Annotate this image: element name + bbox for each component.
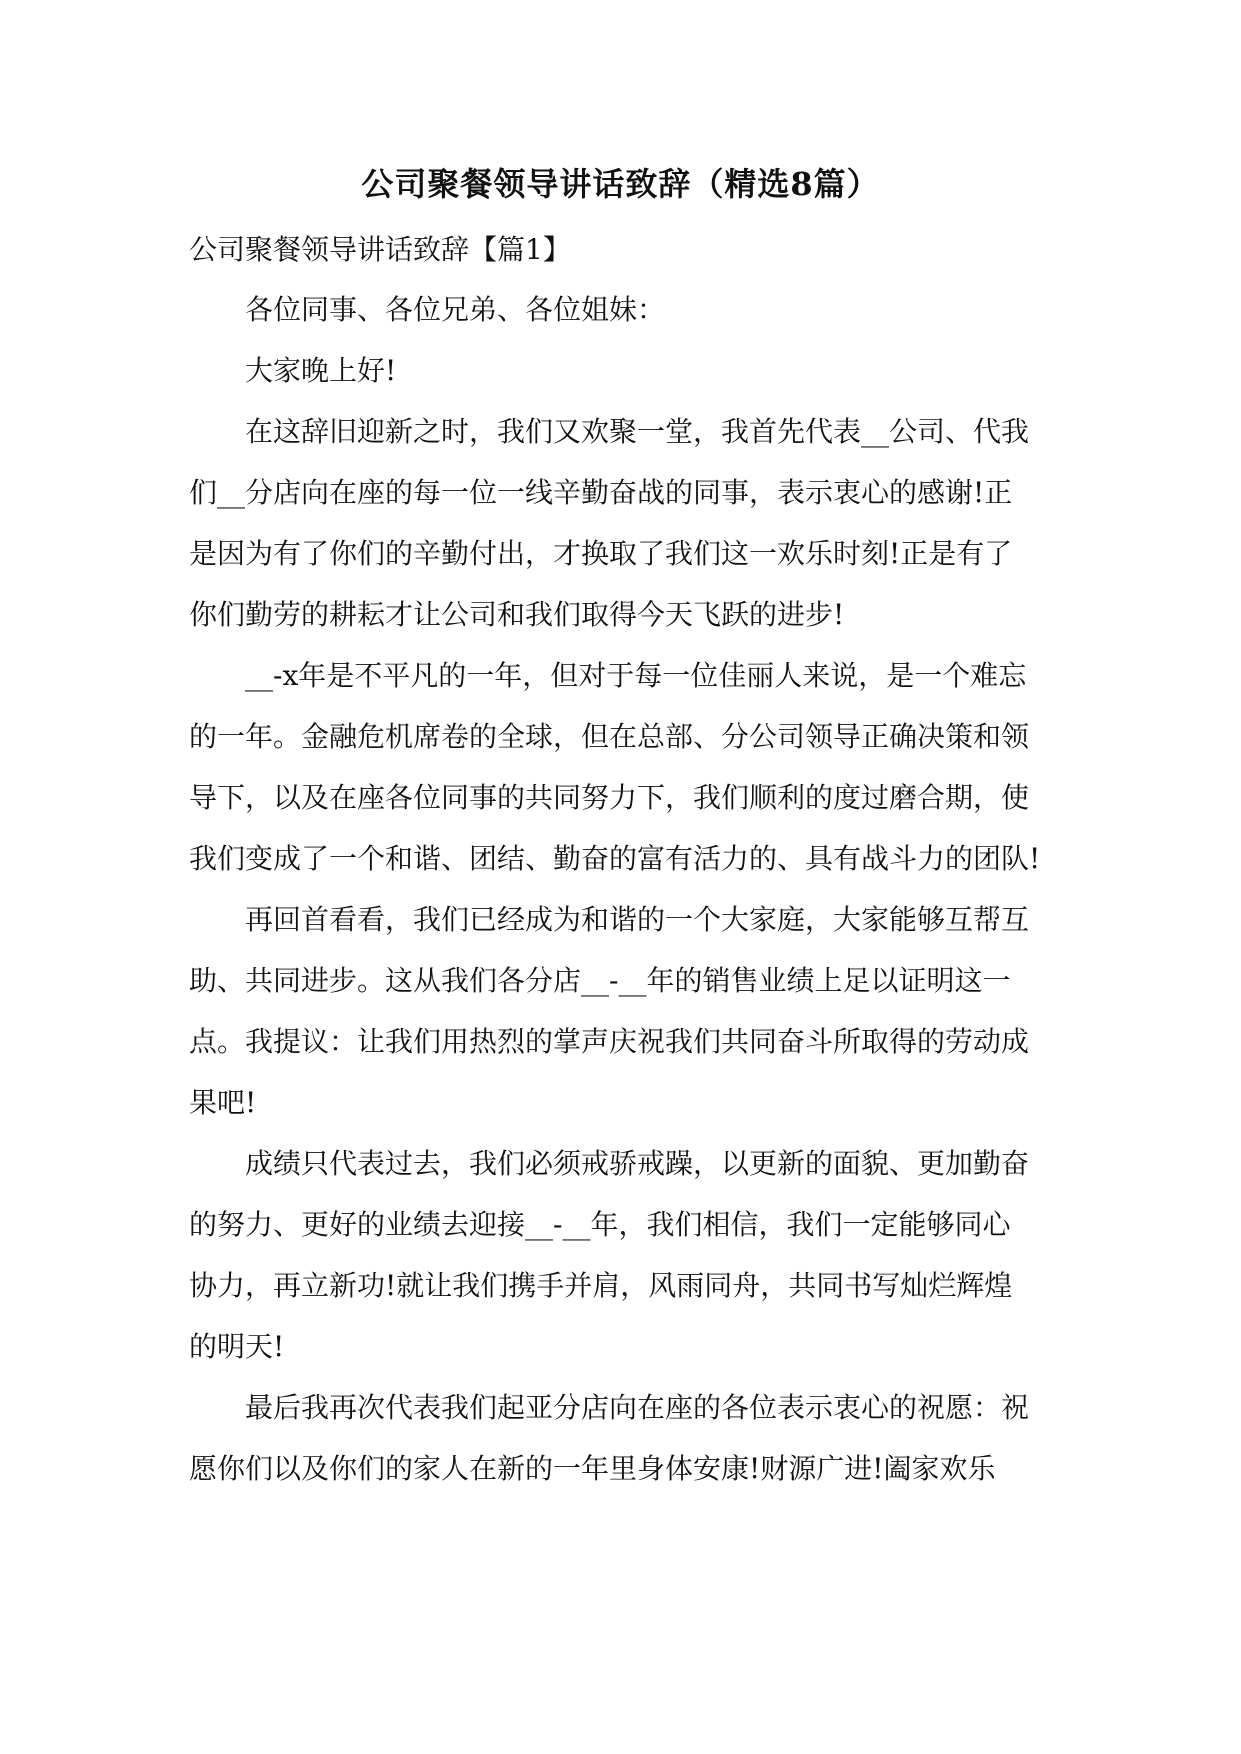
section-heading: 公司聚餐领导讲话致辞【篇1】 bbox=[189, 233, 571, 266]
text-line: 我们变成了一个和谐、团结、勤奋的富有活力的、具有战斗力的团队! bbox=[189, 842, 1041, 875]
document-title: 公司聚餐领导讲话致辞（精选8篇） bbox=[361, 165, 880, 203]
text-line: 愿你们以及你们的家人在新的一年里身体安康!财源广进!阖家欢乐 bbox=[189, 1452, 996, 1485]
text-line: 的明天! bbox=[189, 1330, 285, 1363]
text-line: 助、共同进步。这从我们各分店__-__年的销售业绩上足以证明这一 bbox=[189, 964, 1011, 997]
text-line: 各位同事、各位兄弟、各位姐妹： bbox=[189, 293, 666, 326]
text-line: 最后我再次代表我们起亚分店向在座的各位表示衷心的祝愿：祝 bbox=[189, 1391, 1030, 1424]
text-line: 协力，再立新功!就让我们携手并肩，风雨同舟，共同书写灿烂辉煌 bbox=[189, 1269, 1013, 1302]
text-line: 的一年。金融危机席卷的全球，但在总部、分公司领导正确决策和领 bbox=[189, 720, 1030, 753]
text-line: 再回首看看，我们已经成为和谐的一个大家庭，大家能够互帮互 bbox=[189, 903, 1030, 936]
text-line: 们__分店向在座的每一位一线辛勤奋战的同事，表示衷心的感谢!正 bbox=[189, 476, 1013, 509]
text-line: 导下，以及在座各位同事的共同努力下，我们顺利的度过磨合期，使 bbox=[189, 781, 1030, 814]
text-line: 的努力、更好的业绩去迎接__-__年，我们相信，我们一定能够同心 bbox=[189, 1208, 1011, 1241]
text-line: 在这辞旧迎新之时，我们又欢聚一堂，我首先代表__公司、代我 bbox=[189, 415, 1030, 448]
text-line: 果吧! bbox=[189, 1086, 257, 1119]
text-line: 大家晚上好! bbox=[189, 354, 397, 387]
text-line: 你们勤劳的耕耘才让公司和我们取得今天飞跃的进步! bbox=[189, 598, 845, 631]
text-line: 是因为有了你们的辛勤付出，才换取了我们这一欢乐时刻!正是有了 bbox=[189, 537, 1013, 570]
text-line: __-x年是不平凡的一年，但对于每一位佳丽人来说，是一个难忘 bbox=[189, 659, 1027, 692]
text-line: 成绩只代表过去，我们必须戒骄戒躁，以更新的面貌、更加勤奋 bbox=[189, 1147, 1030, 1180]
text-line: 点。我提议：让我们用热烈的掌声庆祝我们共同奋斗所取得的劳动成 bbox=[189, 1025, 1030, 1058]
